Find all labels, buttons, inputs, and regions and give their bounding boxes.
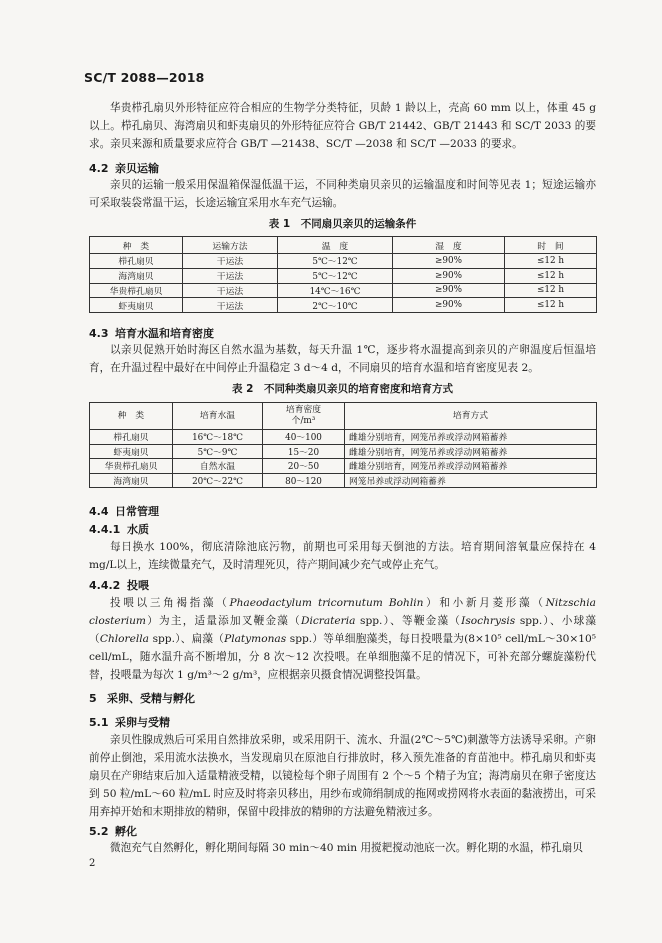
table-row bbox=[90, 254, 597, 269]
table-cell: 栉孔扇贝 bbox=[90, 430, 173, 445]
table-cell: ≤12 h bbox=[505, 268, 597, 283]
text-run: spp.）、扁藻（ bbox=[148, 633, 225, 645]
section-number: 4.4.1 bbox=[89, 523, 121, 536]
section-5-2-paragraph: 微泡充气自然孵化，孵化期间每隔 30 min～40 min 用搅耙搅动池底一次。孵化期的水温，栉孔扇贝 bbox=[110, 842, 583, 854]
table-2-culture-density bbox=[89, 402, 597, 488]
section-4-4-1-paragraph: 每日换水 100%，彻底清除池底污物，前期也可采用每天倒池的方法。培育期间溶氧量应保持在 4 mg/L以上，连续微量充气，及时清理死贝，待产期间减少充气或停止充气。 bbox=[89, 541, 596, 571]
section-number: 4.3 bbox=[89, 327, 109, 340]
section-5-heading bbox=[89, 690, 195, 706]
species-name: Phaeodactylum tricornutum Bohlin bbox=[229, 597, 424, 609]
table-cell: ≤12 h bbox=[505, 283, 597, 298]
table-cell: 雌雄分别培育，网笼吊养或浮动网箱蓄养 bbox=[345, 430, 597, 445]
table-cell: ≤12 h bbox=[505, 298, 597, 313]
table-row bbox=[90, 298, 597, 313]
section-number: 4.2 bbox=[89, 162, 109, 175]
table-cell: 5℃～12℃ bbox=[278, 254, 393, 269]
text-run: ）和小新月菱形藻（ bbox=[423, 597, 546, 609]
section-title: 采卵、受精与孵化 bbox=[107, 692, 195, 705]
text-run: spp.）等单细胞藻类，每日投喂量为(8×10⁵ cell/mL～30×10⁵ cell/mL，随水温升高不断增加，分 8 次～12 次投喂。在单细胞藻不足的情况下，可补充部分螺旋藻粉代替，投喂量为每次 1 g/m³～2 g/m³，应根据亲贝摄食情况调整投饵量。 bbox=[89, 633, 597, 681]
table-cell: ≥90% bbox=[393, 283, 505, 298]
table-cell: 干运法 bbox=[183, 268, 278, 283]
table-cell: ≥90% bbox=[393, 268, 505, 283]
section-5-1-heading bbox=[89, 714, 170, 730]
header-cell: 湿 度 bbox=[393, 237, 505, 254]
section-title: 投喂 bbox=[127, 579, 149, 592]
intro-paragraph: 华贵栉孔扇贝外形特征应符合相应的生物学分类特征，贝龄 1 龄以上，壳高 60 mm 以上，体重 45 g 以上。栉孔扇贝、海湾扇贝和虾夷扇贝的外形特征应符合 GB/T 21442、GB/T 21443 和 SC/T 2033 的要求。亲贝来源和质量要求应符合 GB/T —21438、SC/T —2038 和 SC/T —2033 的要求。 bbox=[89, 102, 596, 150]
table-header-row bbox=[90, 403, 597, 430]
header-cell: 种 类 bbox=[90, 403, 173, 430]
table-cell: 20～50 bbox=[263, 459, 345, 474]
table-cell: 5℃～9℃ bbox=[173, 444, 263, 459]
section-4-3-paragraph: 以亲贝促熟开始时海区自然水温为基数，每天升温 1℃，逐步将水温提高到亲贝的产卵温度后恒温培育，在升温过程中最好在中间停止升温稳定 3 d～4 d，不同扇贝的培育水温和培育密度见表 2。 bbox=[89, 344, 596, 374]
section-number: 4.4 bbox=[89, 505, 109, 518]
table-row bbox=[90, 268, 597, 283]
section-5-1-paragraph: 亲贝性腺成熟后可采用自然排放采卵，或采用阴干、流水、升温(2℃～5℃)刺激等方法诱导采卵。产卵前停止倒池，采用流水法换水，当发现扇贝在原池自行排放时，移入预先准备的育苗池中。栉孔扇贝和虾夷扇贝在产卵结束后加入适量精液受精，以镜检每个卵子周围有 2 个～5 个精子为宜；海湾扇贝在卵子密度达到 50 粒/mL～60 粒/mL 时应及时将亲贝移出，用纱布或筛绢制成的拖网或捞网将水表面的黏液捞出，可采用弃掉开始和末期排放的精卵，保留中段排放的精卵的方法避免精液过多。 bbox=[89, 734, 596, 818]
species-name: Isochrysis bbox=[461, 615, 516, 627]
table-row bbox=[90, 430, 597, 445]
table-cell: 虾夷扇贝 bbox=[90, 444, 173, 459]
table-cell: 14℃～16℃ bbox=[278, 283, 393, 298]
section-4-4-2-heading bbox=[89, 577, 149, 593]
table-cell: 2℃～10℃ bbox=[278, 298, 393, 313]
table-2-caption: 表 2 不同种类扇贝亲贝的培育密度和培育方式 bbox=[232, 383, 453, 395]
species-name: Dicrateria bbox=[300, 615, 356, 627]
section-4-2-paragraph: 亲贝的运输一般采用保温箱保湿低温干运，不同种类扇贝亲贝的运输温度和时间等见表 1；短途运输亦可采取装袋常温干运，长途运输宜采用水车充气运输。 bbox=[89, 179, 596, 209]
table-cell: 虾夷扇贝 bbox=[90, 298, 183, 313]
table-1-transport-conditions bbox=[89, 236, 597, 313]
section-number: 5 bbox=[89, 692, 97, 705]
section-number: 5.1 bbox=[89, 716, 109, 729]
section-4-3-heading bbox=[89, 325, 214, 341]
section-4-4-2-paragraph bbox=[89, 594, 596, 684]
table-cell: 干运法 bbox=[183, 283, 278, 298]
section-title: 日常管理 bbox=[115, 505, 159, 518]
header-cell: 培育水温 bbox=[173, 403, 263, 430]
table-cell: 干运法 bbox=[183, 254, 278, 269]
table-cell: 15～20 bbox=[263, 444, 345, 459]
text-run: ）为主，适量添加叉鞭金藻（ bbox=[145, 615, 301, 627]
table-cell: 5℃～12℃ bbox=[278, 268, 393, 283]
section-number: 5.2 bbox=[89, 825, 109, 838]
header-cell: 时 间 bbox=[505, 237, 597, 254]
table-cell: 自然水温 bbox=[173, 459, 263, 474]
table-header-row bbox=[90, 237, 597, 254]
section-4-4-1-heading bbox=[89, 521, 149, 537]
table-row bbox=[90, 283, 597, 298]
table-cell: ≤12 h bbox=[505, 254, 597, 269]
section-number: 4.4.2 bbox=[89, 579, 121, 592]
table-row bbox=[90, 459, 597, 474]
table-cell: 80～120 bbox=[263, 473, 345, 488]
table-1-caption: 表 1 不同扇贝亲贝的运输条件 bbox=[268, 218, 417, 230]
section-title: 采卵与受精 bbox=[115, 716, 170, 729]
table-cell: 网笼吊养或浮动网箱蓄养 bbox=[345, 473, 597, 488]
table-cell: 华贵栉孔扇贝 bbox=[90, 283, 183, 298]
table-cell: 华贵栉孔扇贝 bbox=[90, 459, 173, 474]
table-row bbox=[90, 473, 597, 488]
section-title: 培育水温和培育密度 bbox=[115, 327, 214, 340]
table-cell: 海湾扇贝 bbox=[90, 268, 183, 283]
density-label: 培育密度 bbox=[285, 405, 322, 415]
header-cell: 运输方法 bbox=[183, 237, 278, 254]
text-run: 投喂以三角褐指藻（ bbox=[110, 597, 230, 609]
density-unit: 个/m³ bbox=[291, 416, 316, 426]
text-run: spp.）、等鞭金藻（ bbox=[355, 615, 462, 627]
header-cell: 温 度 bbox=[278, 237, 393, 254]
table-cell: 40～100 bbox=[263, 430, 345, 445]
species-name: Platymonas bbox=[224, 633, 287, 645]
section-title: 水质 bbox=[127, 523, 149, 536]
header-cell: 培育方式 bbox=[345, 403, 597, 430]
table-cell: 海湾扇贝 bbox=[90, 473, 173, 488]
table-cell: ≥90% bbox=[393, 254, 505, 269]
table-row bbox=[90, 444, 597, 459]
standard-number-header: SC/T 2088—2018 bbox=[84, 70, 205, 85]
species-name: Nitzschia closterium bbox=[89, 597, 597, 627]
table-cell: 20℃～22℃ bbox=[173, 473, 263, 488]
header-cell-density bbox=[263, 403, 345, 430]
table-cell: 雌雄分别培育，网笼吊养或浮动网箱蓄养 bbox=[345, 459, 597, 474]
table-cell: 栉孔扇贝 bbox=[90, 254, 183, 269]
table-cell: 干运法 bbox=[183, 298, 278, 313]
section-4-4-heading bbox=[89, 503, 159, 519]
section-title: 孵化 bbox=[115, 825, 137, 838]
header-cell: 种 类 bbox=[90, 237, 183, 254]
table-cell: 雌雄分别培育，网笼吊养或浮动网箱蓄养 bbox=[345, 444, 597, 459]
species-name: Chlorella bbox=[99, 633, 149, 645]
section-title: 亲贝运输 bbox=[115, 162, 159, 175]
section-4-2-heading bbox=[89, 160, 159, 176]
text-run: spp.）、小球藻（ bbox=[89, 615, 597, 645]
section-5-2-heading bbox=[89, 823, 137, 839]
page-number: 2 bbox=[89, 858, 96, 869]
table-cell: ≥90% bbox=[393, 298, 505, 313]
table-cell: 16℃～18℃ bbox=[173, 430, 263, 445]
